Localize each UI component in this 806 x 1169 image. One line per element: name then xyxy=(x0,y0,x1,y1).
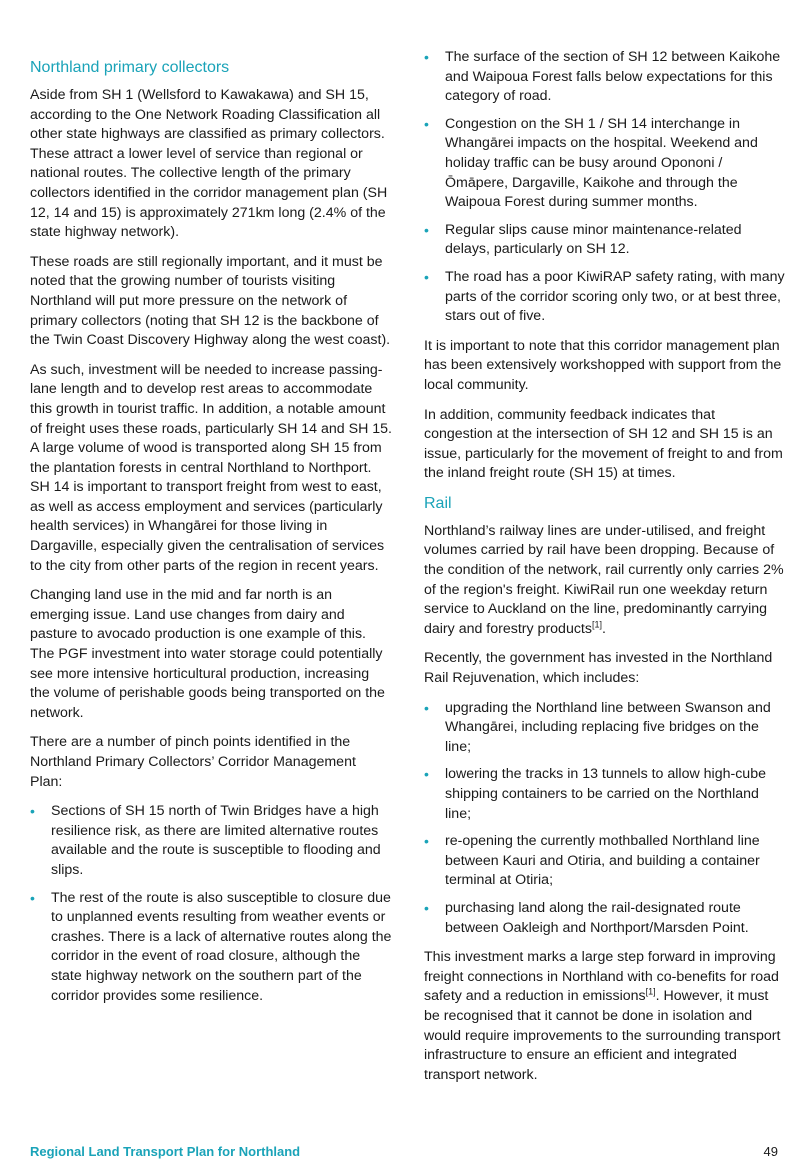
paragraph-text: Northland’s railway lines are under-utilised, and freight volumes carried by rail have been dropping. Because of the condition of the network, rail currently only carries 2% of the region's freight. KiwiRail run one weekday return service to Auckland on the line, predominantly carrying dairy and forestry products xyxy=(424,522,784,637)
pinch-points-list-continued xyxy=(424,48,786,327)
bullet-icon: • xyxy=(424,766,429,783)
rail-investments-list xyxy=(424,699,786,939)
list-item xyxy=(424,221,786,260)
list-item-text: purchasing land along the rail-designated route between Oakleigh and Northport/Marsden Point. xyxy=(445,899,749,936)
list-item xyxy=(424,899,786,938)
page-number: 49 xyxy=(763,1144,778,1159)
list-item-text: The road has a poor KiwiRAP safety rating, with many parts of the corridor scoring only two, or at best three, stars out of five. xyxy=(445,268,785,325)
bullet-icon: • xyxy=(424,268,429,285)
list-item xyxy=(424,268,786,327)
bullet-icon: • xyxy=(424,115,429,132)
list-item xyxy=(424,765,786,824)
bullet-icon: • xyxy=(424,899,429,916)
bullet-icon: • xyxy=(424,699,429,716)
paragraph-text: This investment marks a large step forward in improving freight connections in Northland with co-benefits for road safety and a reduction in emissions xyxy=(424,949,779,1005)
paragraph: Changing land use in the mid and far north is an emerging issue. Land use changes from dairy and pasture to avocado production is one example of this. The PGF investment into water storage could potentially see more intensive horticultural production, increasing the volume of perishable goods being transported on the network. xyxy=(30,587,385,721)
list-item-text: lowering the tracks in 13 tunnels to allow high-cube shipping containers to be carried on the Northland line; xyxy=(445,766,766,822)
paragraph: Aside from SH 1 (Wellsford to Kawakawa) and SH 15, according to the One Network Roading Classification all other state highways are classified as primary collectors. These attract a lower level of service than regional or national routes. The collective length of the primary collectors identified in the corridor management plan (SH 12, 14 and 15) is approximately 271km long (2.4% of the state highway network). xyxy=(30,87,388,241)
right-column xyxy=(424,48,786,1095)
footnote-ref[interactable]: [1] xyxy=(591,619,602,630)
list-item xyxy=(30,889,392,1007)
list-item xyxy=(30,802,392,880)
list-item xyxy=(424,832,786,891)
paragraph xyxy=(424,948,786,1085)
paragraph: These roads are still regionally important, and it must be noted that the growing number of tourists visiting Northland will put more pressure on the network of primary collectors (noting that SH 12 is the backbone of the Twin Coast Discovery Highway along the west coast). xyxy=(30,253,391,349)
paragraph: There are a number of pinch points identified in the Northland Primary Collectors’ Corridor Management Plan: xyxy=(30,734,356,790)
list-item-text: The surface of the section of SH 12 between Kaikohe and Waipoua Forest falls below expectations for this category of road. xyxy=(445,49,781,105)
list-item xyxy=(424,48,786,107)
paragraph: It is important to note that this corridor management plan has been extensively workshopped with support from the local community. xyxy=(424,337,782,393)
list-item-text: Regular slips cause minor maintenance-related delays, particularly on SH 12. xyxy=(445,221,742,258)
paragraph xyxy=(424,522,786,640)
left-column xyxy=(30,58,392,1016)
bullet-icon: • xyxy=(424,49,429,65)
footnote-ref[interactable]: [1] xyxy=(645,986,656,997)
paragraph-text-end: . However, it must be recognised that it cannot be done in isolation and would require improvements to the surrounding transport infrastructure to ensure an efficient and integrated transport network. xyxy=(424,988,781,1083)
paragraph: As such, investment will be needed to increase passing-lane length and to develop rest areas to accommodate this growth in tourist traffic. In addition, a notable amount of freight uses these roads, particularly SH 14 and SH 15. A large volume of wood is transported along SH 15 from the plantation forests in central Northland to Northport. SH 14 is important to transport freight from west to east, as well as access employment and services (particularly health services) in Whangārei for those living in Dargaville, especially given the centralisation of services to the city from other parts of the region in recent years. xyxy=(30,361,392,574)
section-heading-primary-collectors: Northland primary collectors xyxy=(30,59,230,76)
bullet-icon: • xyxy=(424,221,429,238)
bullet-icon: • xyxy=(424,833,429,850)
list-item-text: re-opening the currently mothballed Northland line between Kauri and Otiria, and building a container terminal at Otiria; xyxy=(445,833,760,889)
bullet-icon: • xyxy=(30,803,35,820)
paragraph: Recently, the government has invested in the Northland Rail Rejuvenation, which includes: xyxy=(424,650,773,687)
paragraph: In addition, community feedback indicates that congestion at the intersection of SH 12 and SH 15 is an issue, particularly for the movement of freight to and from the inland freight route (SH 15) at times. xyxy=(424,406,783,482)
list-item xyxy=(424,115,786,213)
paragraph-text-end: . xyxy=(601,620,606,637)
list-item-text: upgrading the Northland line between Swanson and Whangārei, including replacing five bridges on the line; xyxy=(445,699,771,755)
bullet-icon: • xyxy=(30,889,35,906)
pinch-points-list xyxy=(30,802,392,1006)
list-item xyxy=(424,699,786,758)
section-heading-rail: Rail xyxy=(424,494,452,512)
list-item-text: Congestion on the SH 1 / SH 14 interchange in Whangārei impacts on the hospital. Weekend and holiday traffic can be busy around Opononi / Ōmāpere, Dargaville, Kaikohe and through the Waipoua Forest during summer months. xyxy=(445,115,758,211)
list-item-text: Sections of SH 15 north of Twin Bridges have a high resilience risk, as there are limited alternative routes available and the route is susceptible to flooding and slips. xyxy=(51,803,381,878)
footer-document-title: Regional Land Transport Plan for Northland xyxy=(30,1144,301,1159)
list-item-text: The rest of the route is also susceptible to closure due to unplanned events resulting from weather events or crashes. There is a lack of alternative routes along the corridor in the event of road closure, although the state highway network on the southern part of the corridor provides some resilience. xyxy=(51,889,392,1004)
